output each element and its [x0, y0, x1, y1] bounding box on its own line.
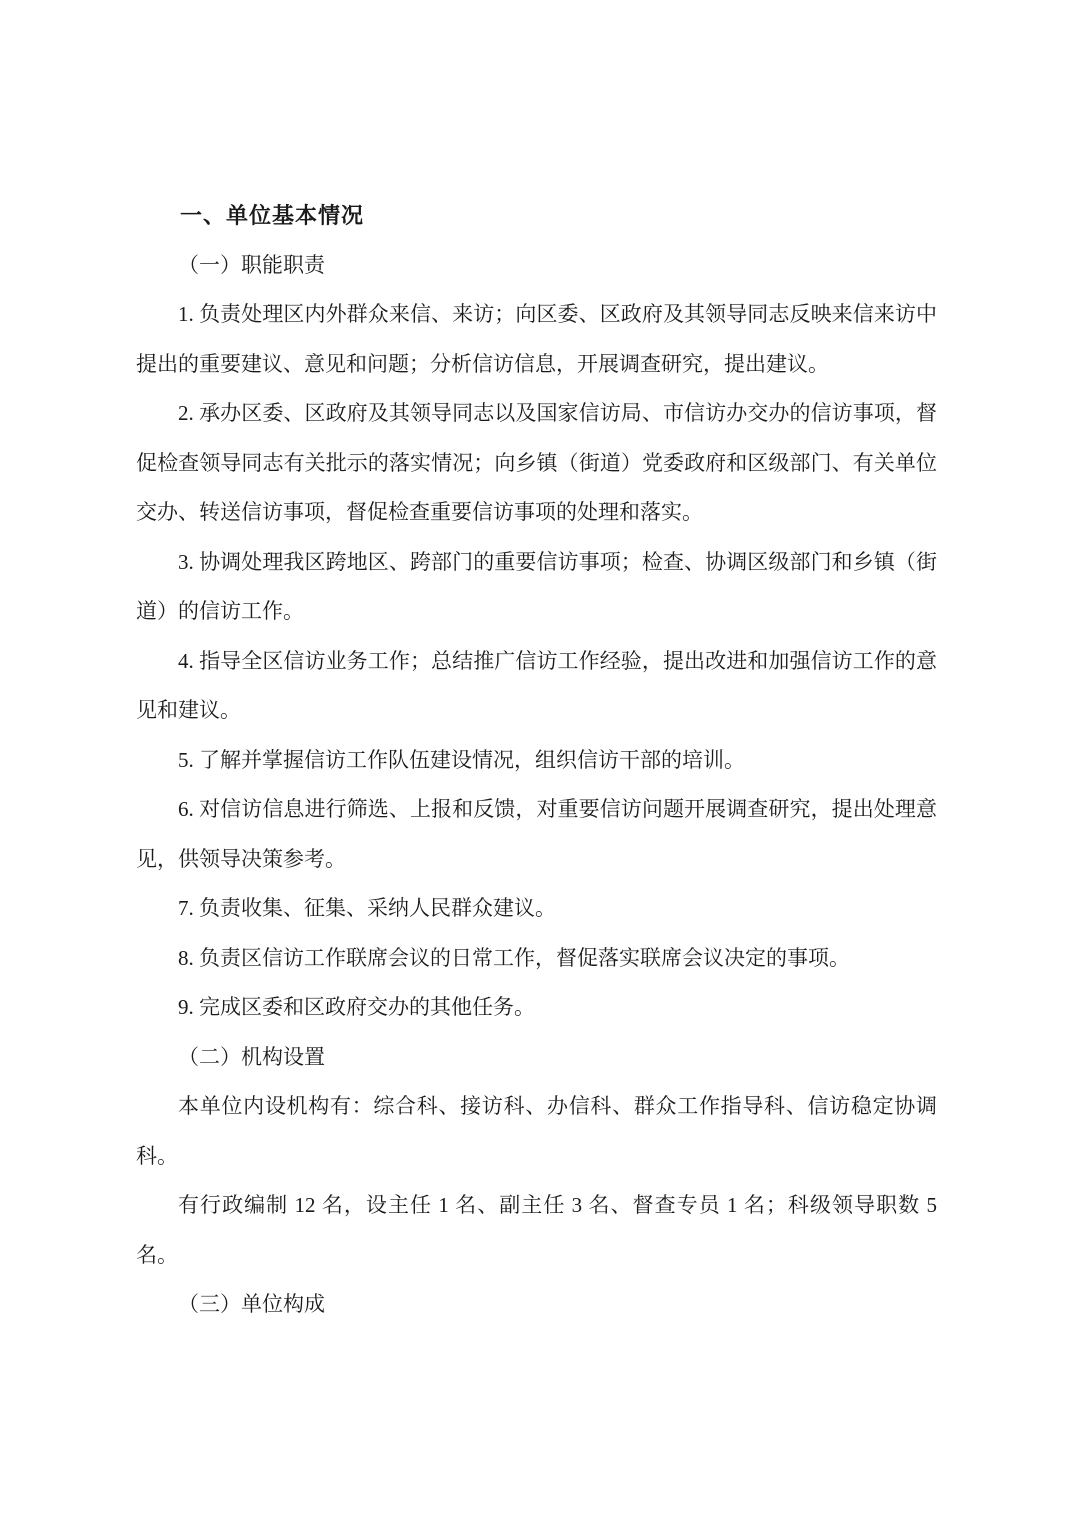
paragraph-duty-7: 7. 负责收集、征集、采纳人民群众建议。	[178, 896, 556, 920]
subsection-heading-unit-composition: （三）单位构成	[178, 1292, 325, 1316]
paragraph-duty-5: 5. 了解并掌握信访工作队伍建设情况，组织信访干部的培训。	[178, 747, 745, 772]
paragraph-duty-8: 8. 负责区信访工作联席会议的日常工作，督促落实联席会议决定的事项。	[178, 945, 850, 970]
paragraph-duty-1: 1. 负责处理区内外群众来信、来访；向区委、区政府及其领导同志反映来信来访中提出的重要建议、意见和问题；分析信访信息，开展调查研究，提出建议。	[136, 302, 937, 376]
subsection-heading-duties: （一）职能职责	[178, 252, 325, 277]
paragraph-internal-departments: 本单位内设机构有：综合科、接访科、办信科、群众工作指导科、信访稳定协调科。	[136, 1094, 937, 1168]
document-body	[136, 191, 937, 1330]
paragraph-duty-6: 6. 对信访信息进行筛选、上报和反馈，对重要信访问题开展调查研究，提出处理意见，供领导决策参考。	[136, 797, 937, 871]
paragraph-duty-3: 3. 协调处理我区跨地区、跨部门的重要信访事项；检查、协调区级部门和乡镇（街道）的信访工作。	[136, 549, 937, 623]
paragraph-duty-2: 2. 承办区委、区政府及其领导同志以及国家信访局、市信访办交办的信访事项，督促检查领导同志有关批示的落实情况；向乡镇（街道）党委政府和区级部门、有关单位交办、转送信访事项，督促检查重要信访事项的处理和落实。	[136, 401, 937, 524]
section-heading-unit-basic-info: 一、单位基本情况	[180, 203, 365, 228]
paragraph-duty-9: 9. 完成区委和区政府交办的其他任务。	[178, 995, 535, 1019]
paragraph-duty-4: 4. 指导全区信访业务工作；总结推广信访工作经验，提出改进和加强信访工作的意见和建议。	[136, 648, 937, 722]
subsection-heading-org-structure: （二）机构设置	[178, 1044, 325, 1069]
paragraph-staffing: 有行政编制 12 名，设主任 1 名、副主任 3 名、督查专员 1 名；科级领导职数 5 名。	[136, 1193, 937, 1267]
